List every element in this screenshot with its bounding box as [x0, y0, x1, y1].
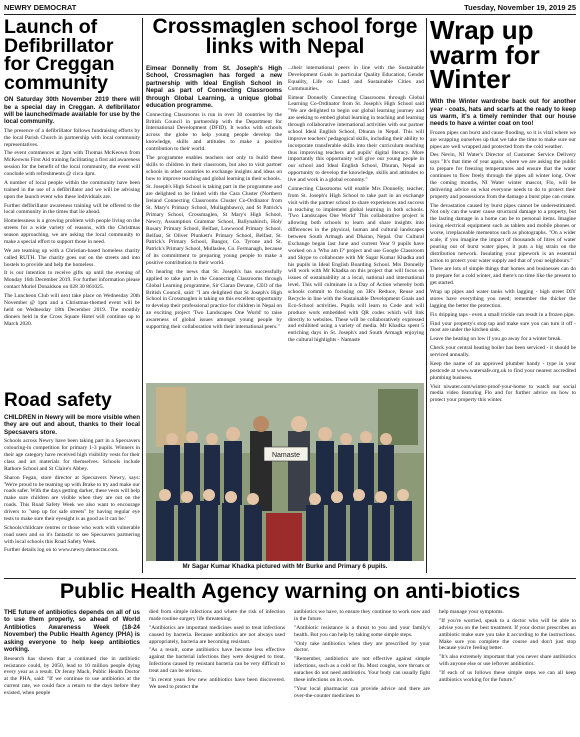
winter-para: Des Nevin, NI Water's Director of Customer Service Delivery says "It's that time of year again, where we are asking the public to prepare for freezing temperatures and ensure that the water continues to flow freely through the pipes all winter long. Over the coming months, NI Water winter mascot, Flo, will be delivering advice on what everyone needs to do to protect their property and possessions from the damage a burst pipe can create. [430, 152, 576, 200]
nepal-column-2 [288, 65, 424, 381]
antibiotics-column-2 [149, 609, 285, 735]
winter-para: Fix dripping taps - even a small trickle can result in a frozen pipe. [430, 311, 575, 318]
road-headline: Road safety [4, 390, 112, 411]
winter-para: There are lots of simple things that homes and businesses can do to prepare for a cold winter, and there's no time like the present to get started. [430, 266, 576, 287]
group-photo-illustration [146, 383, 424, 561]
masthead [4, 2, 576, 15]
road-safety-story [4, 392, 140, 572]
defib-column [4, 96, 140, 348]
nepal-story [146, 17, 424, 577]
antibiotics-para: "As a result, some antibiotics have become less effective against the bacterial infections they were designed to treat. Infections caused by resistant bacteria can be very difficult to treat and can be serious. [149, 647, 285, 674]
defib-headline: Launch of Defibrillator for Creggan community [4, 16, 115, 94]
antibiotics-lede: THE future of antibiotics depends on all of us to use them properly, so ahead of World Antibiotics Awareness Week (18-24 November) the Public Health Agency (PHA) is asking everyone to help keep antibiotics working. [4, 609, 140, 654]
antibiotics-para: "Only take antibiotics when they are prescribed by your doctor. [294, 640, 430, 654]
road-lede: CHILDREN in Newry will be more visible when they are out and about, thanks to their local Specsavers store. [4, 414, 140, 436]
winter-headline: Wrap up warm for Winter [430, 15, 540, 95]
antibiotics-para: died from simple infections and where the risk of infection made routine surgery life threatening. [149, 609, 285, 622]
antibiotics-para: help manage your symptoms. [439, 609, 504, 615]
defib-para: The Luncheon Club will next take place on Wednesday 20th November @ 1pm and a Christmas-themed event will be held on Wednesday 18th December 2019. The monthly dinners held in the Cross Square Hotel will continue up to March 2020. [4, 293, 140, 327]
nepal-para: Connecting Classrooms is run in over 30 countries by the British Council in partnership with the Department for International Development (DFID). It works with schools across the globe to help young people develop the knowledge, skills and attitudes to make a positive contribution to their world. [146, 111, 282, 152]
antibiotics-para: "Your local pharmacist can provide advice and there are over-the-counter medicines to [294, 685, 430, 699]
antibiotics-para: "Antibiotics are important medicines used to treat infections caused by bacteria. Because antibiotics are not always used appropriately, bacteria are becoming resistant. [149, 624, 285, 645]
antibiotics-para: "It's also extremely important that you never share antibiotics with anyone else or use leftover antibiotics. [439, 654, 576, 668]
winter-para: Visit niwater.com/winter-proof-your-home to watch our social media video featuring Flo and for further advice on how to protect your property this winter. [430, 383, 576, 404]
road-para: Schools/childcare centres or those who work with vulnerable road users and so it's fantastic to see Specsavers partnering with local schools this Road Safety Week. [4, 524, 140, 545]
antibiotics-column-4 [439, 609, 576, 735]
antibiotics-column-3 [294, 609, 430, 735]
column-rule [142, 18, 143, 573]
winter-para: Wrap up pipes and water tanks with lagging - high street DIY stores have everything you need; remember the thicker the lagging the better the protection. [430, 289, 576, 309]
nepal-para: Connecting Classrooms will enable Mrs Donnelly, teacher, from St. Joseph's High School to take part in an exchange visit with the partner school to share experiences and success in teaching to implement global learning in both schools. 'Two Landscapes One World' This collaborative project is allowing both schools to learn and share insights into differences in the physical, human and cultural landscapes between South Armagh and Dharan, Nepal. Our Cultural Exchange began last June and current Year 9 pupils have worked on a 'Who am I?' project and use Google Classroom and Skype to collaborate with Mr Sagar Kumar Khadka and his pupils in Ideal English Boarding School. Mrs Donnelly will work with Mr Khadka on this project that will focus on issues of sustainability at a local, national and international level. This will culminate in a Day of Action whereby both schools commit to focusing on 3R's Reduce, Reuse and Recycle in line with the Sustainable Development Goals and Eco-School activities. Pupils will learn to Code and will produce work embedded with QR codes which will link directly to websites. These will be collaboratively expressed and exhibited using a variety of media. Mr Khadka spent 5 enriching days in St. Joseph's and South Armagh enjoying the cultural highlights - Namaste [288, 185, 424, 344]
nepal-photo [146, 383, 424, 561]
defib-para: We are teaming up with a Christian-based homeless charity called RUTH. The charity goes out on the streets and into hostels to provide and help the homeless. [4, 247, 140, 268]
antibiotics-para: "In recent years few new antibiotics have been discovered. We need to protect the [149, 676, 285, 690]
defib-para: Homelessness is a growing problem with people living on the streets for a wide variety of reasons, with the Christmas season approaching, we are asking the local community to make a special effort to support those in need. [4, 218, 140, 245]
antibiotics-headline: Public Health Agency warning on anti-biotics [59, 579, 521, 603]
winter-para: Check your central heating boiler has been serviced - it should be serviced annually. [430, 345, 576, 359]
winter-story [430, 15, 576, 578]
defib-para: A number of local people within the community have been trained in the use of a defibrillator and we will be advising upon the launch event who these individuals are. [4, 179, 140, 200]
nepal-para: ...their international peers in line with the Sustainable Development Goals in particular Quality Education, Gender Equality, Life on Land and Sustainable Cities and Communities. [288, 65, 424, 92]
nepal-headline: Crossmaglen school forge links with Nepal [152, 15, 418, 58]
paper-name: NEWRY DEMOCRAT [4, 3, 77, 12]
road-para: Sharon Fegan, store director at Specsavers Newry, says: 'We're proud to be teaming up with Brake to try and make our roads safer. With the days getting darker, these vests will help make sure children are visible when they are out on the roads. This Road Safety Week we also want to encourage drivers to "step up for safe streets" by having regular eye tests to make sure their eyesight is as good as it can be.' [4, 474, 140, 522]
defib-story [4, 18, 140, 388]
nepal-para: Eimear Donnelly Connecting Classrooms through Global Learning Co-Ordinator from St. Joseph's High School said "We are delighted to begin our global learning journey and are seeking to embed global learning in teaching and learning through collaborative international activities with our partner school Ideal English School, Dhuran in Nepal. This will improve teachers' pedagogical skills, including their ability to incorporate transferable skills into their curriculum teaching thus improving teachers and pupils' digital literacy. More importantly this opportunity will give our young people in our school and Ideal English School, Dhuran, Nepal an opportunity to develop the knowledge, skills and attitudes to live and work in a global economy." [288, 94, 424, 183]
defib-para: The presence of a defibrillator follows fundraising efforts by the local Parish Church in partnership with local community representatives. [4, 127, 140, 148]
column-rule [426, 18, 427, 573]
antibiotics-para: Research has shown that a continued rise in antibiotic resistance could, by 2050, lead to 10 million people dying every year as a result. Dr Jenny Mack, Public Health Doctor at the PHA, said: "If we continue to use antibiotics at the current rate, we could face a return to the days before they existed, when people [4, 655, 140, 696]
antibiotics-para: antibiotics we have, to ensure they continue to work now and in the future. [294, 609, 430, 622]
winter-para: Find your property's stop tap and make sure you can turn it off - most are under the kitchen sink. [430, 320, 576, 334]
road-column [4, 414, 140, 564]
defib-para: It is our intention to receive gifts up until the evening of Monday 16th December 2019. For further information please contact Muriel Donaldson on 028 30 861025. [4, 270, 140, 291]
nepal-para: St. Joseph's High School is taking part in the programme and are delighted to be linked with the Cara Cluster (Northern Ireland Connecting Classrooms Cluster Co-Ordinator from St. Mary's Primary School, Mullaghbawn), and St Patrick's Primary School, Crossmaglen, St Mary's High School, Newry, Assumption Grammar School, Ballynahinch, Holy Rosary Primary School, Belfast, Lowwood Primary School, Belfast, St Oliver Plunkett's Primary School, Belfast, St. Patrick's Primary School, Bangor, Co. Tyrone and St. Patrick's Primary School, Mullaslee, Co. Fermanagh, because of its commitment to preparing young people to make a positive contribution to their world. [146, 184, 282, 266]
antibiotics-para: "Antibiotic resistance is a threat to you and your family's health. But you can help by taking some simple steps. [294, 624, 430, 638]
antibiotics-para: "If each of us follows these simple steps we can all keep antibiotics working for the future." [439, 670, 576, 683]
winter-lede: With the Winter wardrobe back out for another year - coats, hats and scarfs at the ready to keep us warm, it's a timely reminder that our house needs to have a winter coat on too! [430, 98, 576, 128]
road-para: Further details log on to www.newry.democrat.com. [4, 547, 119, 554]
winter-para: The devastation caused by burst pipes cannot be underestimated. Not only can the water cause structural damage to a property, but the lasting damage in a home can be to personal items. Imagine losing electrical equipment such as tablets and mobile phones or worse, irreplaceable mementos such as photographs. "On a wider scale, if you imagine the impact of thousands of litres of water pouring out of burst water pipes, it puts a big strain on the distribution network. Insulating your pipework is an essential action to protect your water supply and that of your neighbours." [430, 202, 576, 264]
defib-lede: ON Saturday 30th November 2019 there will be a special day in Creggan. A defibrillator will be launched/made available for use by the local community. [4, 96, 140, 126]
winter-para: Keep the name of an approved plumber handy - type in your postcode at www.watersafe.org.uk to find your nearest accredited plumbing business. [430, 360, 576, 381]
issue-date: Tuesday, November 19, 2019 25 [464, 3, 576, 12]
photo-sign-text: Namaste [271, 452, 301, 459]
antibiotics-para: "If you're worried, speak to a doctor who will be able to advise you on the best treatment. If your doctor prescribes an antibiotic make sure you take it according to the instructions. Make sure you complete the course and don't just stop because you're feeling better. [439, 617, 576, 652]
nepal-lede: Eimear Donnelly from St. Joseph's High School, Crossmaglen has forged a new partnership with Ideal English School in Nepal as part of Connecting Classrooms through Global Learning, a unique global education programme. [146, 65, 282, 110]
defib-para: Further defibrillator awareness training will be offered to the local community in the times that lie ahead. [4, 202, 140, 216]
defib-para: The event commences at 2pm with Thomas McKeown from McKeowns First Aid training facilitating a first aid awareness session for the benefit of the local community, the event will conclude with refreshments @ circa 4pm. [4, 150, 140, 178]
winter-para: Leave the heating on low if you go away for a winter break. [430, 336, 562, 343]
nepal-column-1 [146, 65, 282, 381]
road-para: Schools across Newry have been taking part in a Specsavers colouring-in competition for primary 1-3 pupils. Winners in their age category have received high visibility vests for their class and art materials for themselves. Schools include Rathore School and St Claire's Abbey. [4, 438, 140, 472]
antibiotics-column-1 [4, 609, 140, 735]
winter-para: Frozen pipes can burst and cause flooding, so it is vital where we are wrapping ourselves up that we take the time to make sure our pipes are well wrapped and protected from the cold weather. [430, 129, 576, 150]
nepal-para: The programme enables teachers not only to build these skills to children in their classroom, but also to visit partner schools in other countries to exchange insights and ideas on how to improve teaching and global learning in their schools. [146, 154, 282, 182]
winter-column [430, 98, 576, 548]
nepal-para: On hearing the news that St. Joseph's has successfully applied to take part in the Connecting Classrooms through Global Learning programme, Sir Ciaran Devane, CEO of the British Council, said: "I am delighted that St Joseph's High School in Crossmaglen is taking on this excellent opportunity to develop their professional practice for children in Nepal on an exciting project 'Two Landscapes One World' to raise awareness of global issues amongst young people by supporting their collaboration with their international peers." [146, 268, 282, 330]
antibiotics-para: "Remember, antibiotics are not effective against simple infections, such as a cold or flu. Most coughs, sore throats or earaches do not need antibiotics. Your body can usually fight these infections on its own. [294, 656, 430, 683]
antibiotics-story [4, 581, 576, 735]
photo-caption: Mr Sagar Kumar Khadka pictured with Mr Burke and Primary 6 pupils. [182, 563, 388, 570]
